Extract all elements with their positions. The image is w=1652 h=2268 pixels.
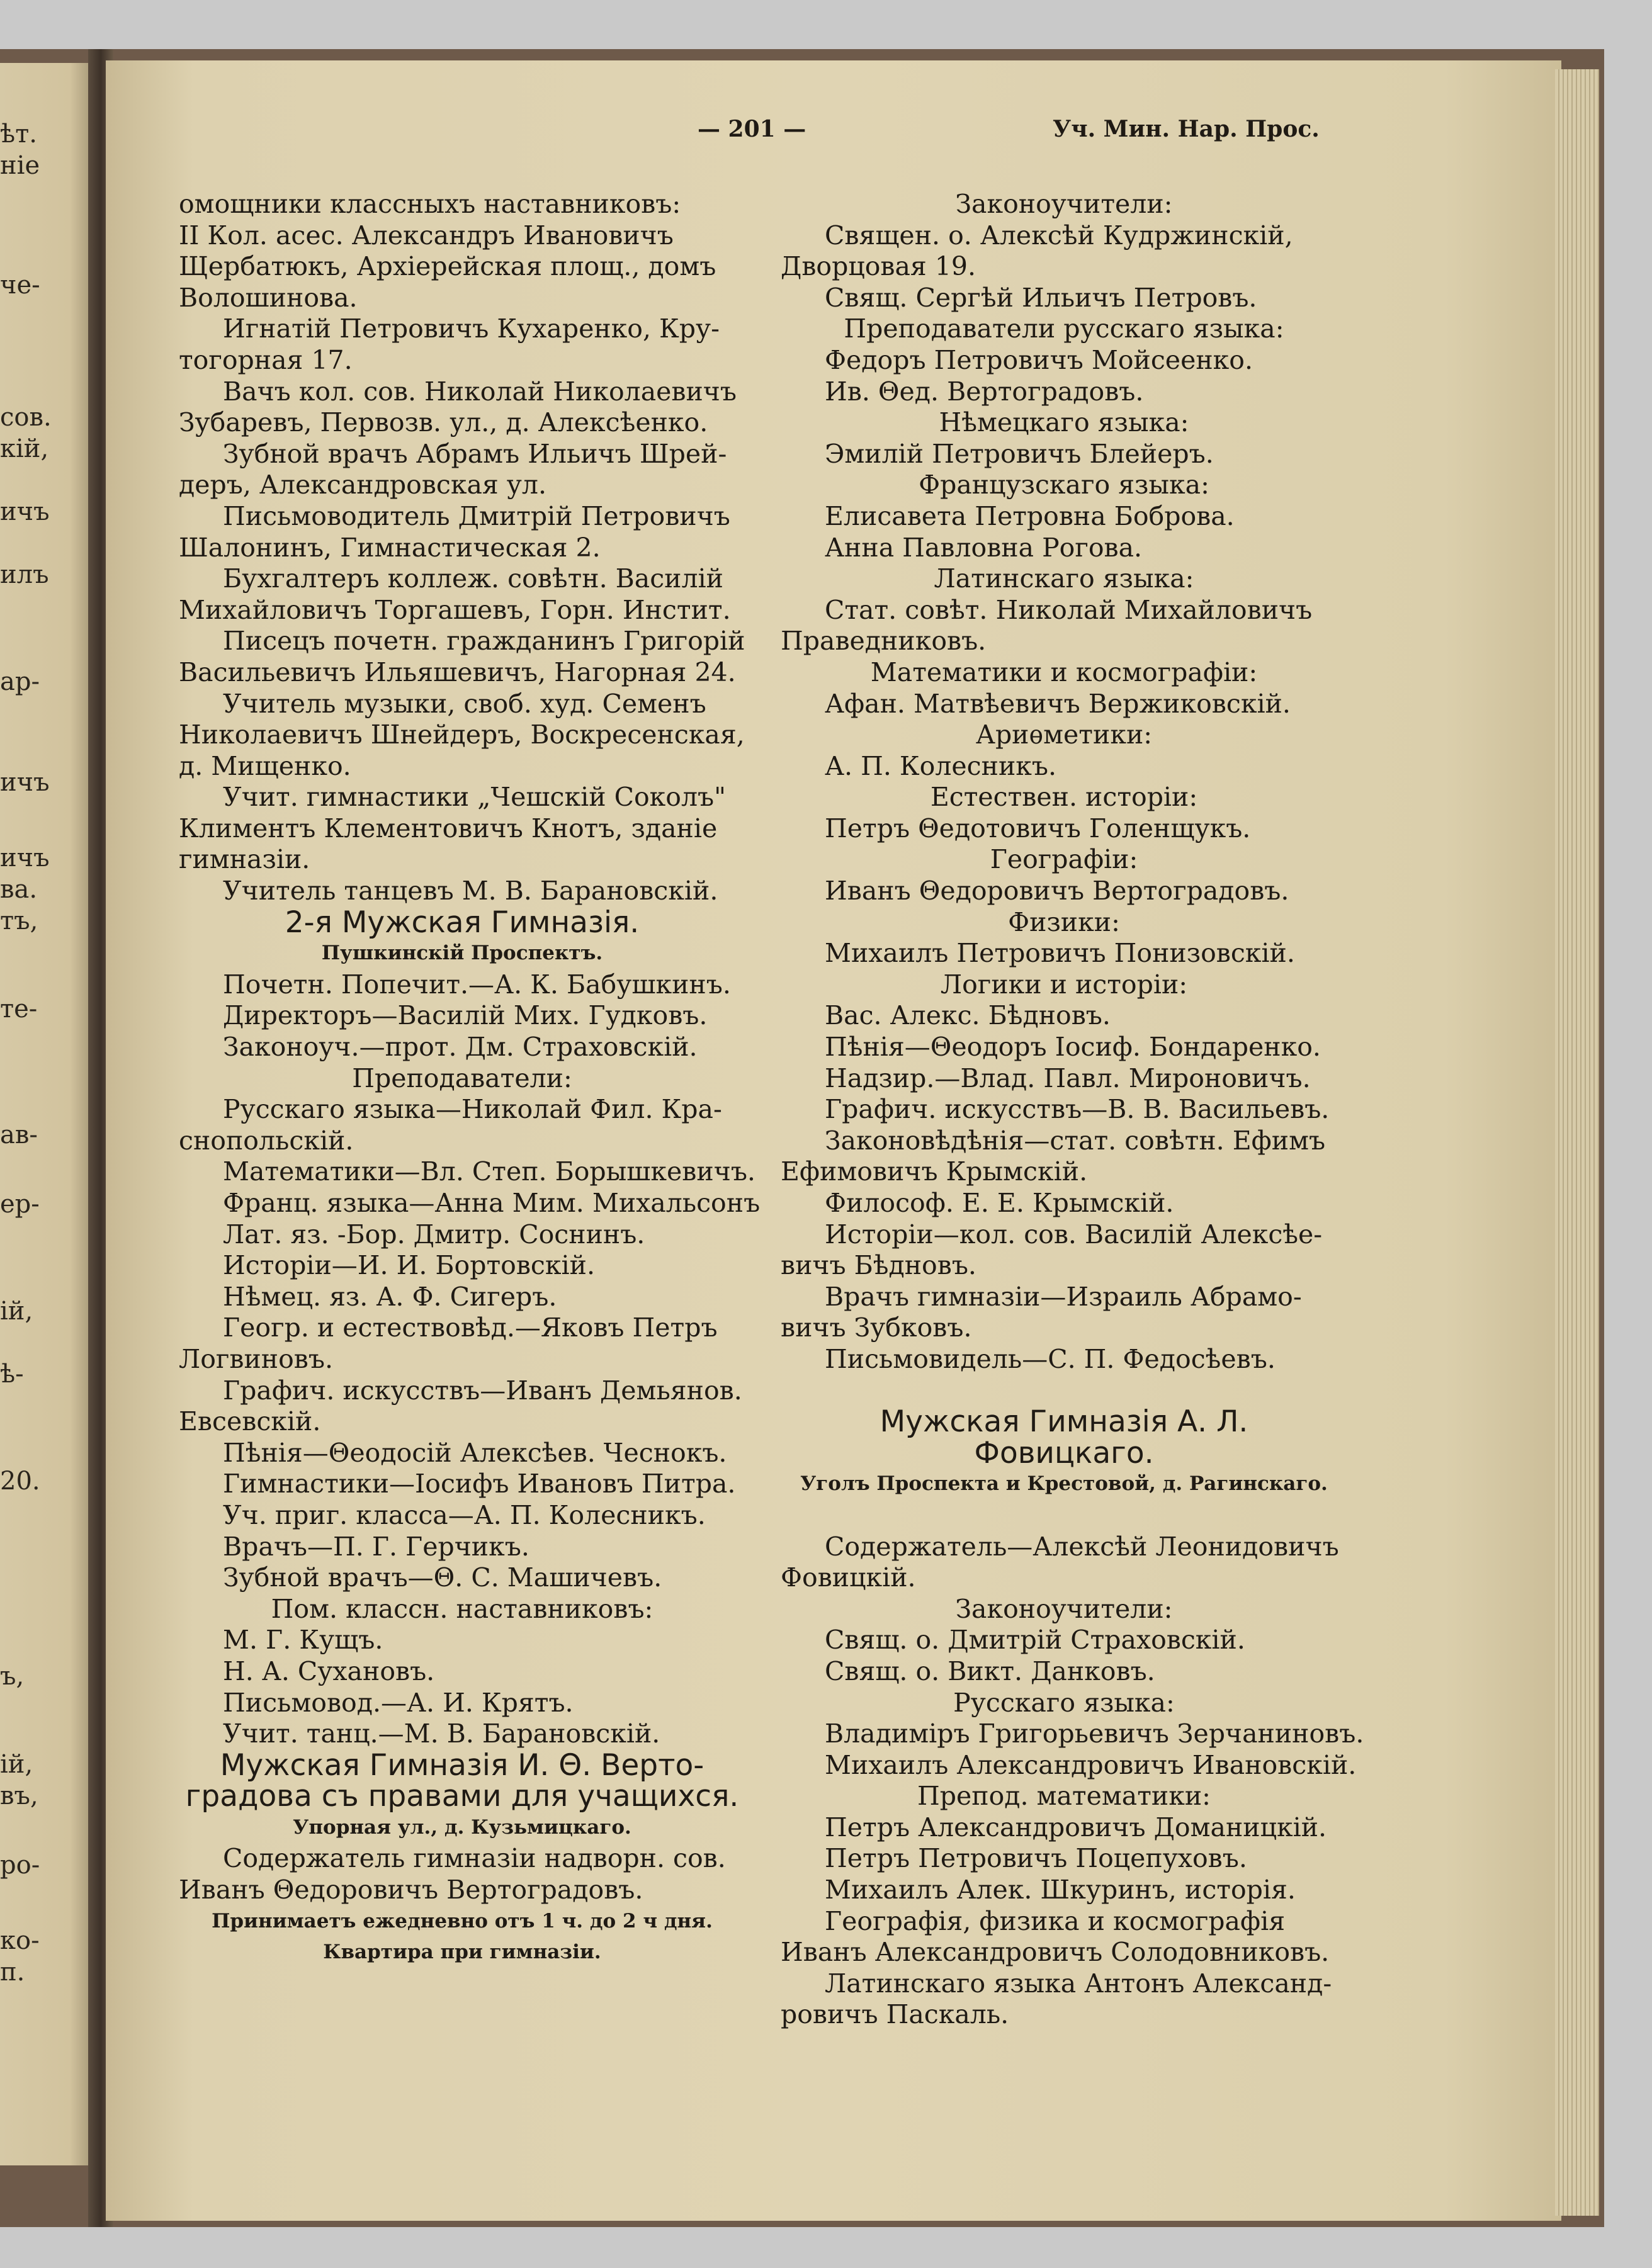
left-page-fragment: ъ, (0, 1662, 25, 1691)
text-line: Латинскаго языка Антонъ Александ- (825, 1968, 1332, 1999)
text-line: Препод. математики: (917, 1781, 1211, 1812)
text-line: Иванъ Александровичъ Солодовниковъ. (781, 1937, 1330, 1968)
text-line (781, 1500, 1347, 1532)
text-line: Врачъ гимназіи—Израиль Абрамо- (825, 1281, 1302, 1312)
left-page-fragment: кій, (0, 434, 49, 463)
text-line: Географія, физика и космографія (825, 1905, 1286, 1936)
address-line: Пушкинскій Проспектъ. (321, 942, 603, 965)
text-line: Владиміръ Григорьевичъ Зерчаниновъ. (825, 1718, 1364, 1749)
text-line: Географіи: (990, 844, 1138, 875)
text-line: Вас. Алекс. Бѣдновъ. (825, 1000, 1111, 1031)
left-page-fragment: 20. (0, 1467, 40, 1496)
address-line: Принимаетъ ежедневно отъ 1 ч. до 2 ч дня. (212, 1909, 713, 1932)
text-line: Гимнастики—Іосифъ Ивановъ Питра. (223, 1469, 736, 1499)
text-line: Геогр. и естествовѣд.—Яковъ Петръ (223, 1312, 718, 1343)
text-line: Дворцовая 19. (781, 251, 976, 282)
text-line: Содержатель гимназіи надворн. сов. (223, 1843, 726, 1874)
text-line: Философ. Е. Е. Крымскій. (825, 1188, 1174, 1218)
text-line: Иванъ Θедоровичъ Вертоградовъ. (179, 1875, 643, 1905)
text-line: Законоучители: (955, 189, 1173, 219)
text-line: Михайловичъ Торгашевъ, Горн. Инстит. (179, 594, 731, 625)
text-line: Свящ. о. Викт. Данковъ. (825, 1656, 1155, 1686)
text-line: Математики—Вл. Степ. Борышкевичъ. (223, 1156, 755, 1187)
text-line: Учит. гимнастики „Чешскій Соколъ" (223, 782, 726, 813)
text-line: Петръ Александровичъ Доманицкій. (825, 1812, 1327, 1842)
left-page-fragment: ичъ (0, 497, 50, 526)
left-page-fragment: ко- (0, 1926, 40, 1955)
section-heading: Мужская Гимназія А. Л. (880, 1404, 1248, 1440)
text-line: Пѣнія—Θеодосій Алексѣев. Чеснокъ. (223, 1437, 727, 1468)
text-line: Евсевскій. (179, 1406, 321, 1437)
text-line: Бухгалтеръ коллеж. совѣтн. Василій (223, 563, 723, 594)
text-line: Нѣмецкаго языка: (939, 407, 1189, 438)
left-page-fragment: ій, (0, 1750, 33, 1779)
text-line: Вачъ кол. сов. Николай Николаевичъ (223, 376, 737, 407)
text-line: Щербатюкъ, Архіерейская площ., домъ (179, 251, 716, 282)
text-line: Логвиновъ. (179, 1343, 333, 1374)
text-line: Физики: (1008, 906, 1120, 937)
text-line: А. П. Колесникъ. (825, 750, 1057, 781)
text-line: гимназіи. (179, 844, 310, 875)
text-line: Игнатій Петровичъ Кухаренко, Кру- (223, 313, 720, 344)
text-line: Елисавета Петровна Боброва. (825, 500, 1235, 531)
text-line: Лат. яз. -Бор. Дмитр. Соснинъ. (223, 1219, 645, 1250)
text-line: Преподаватели: (352, 1063, 572, 1093)
text-line: д. Мищенко. (179, 750, 351, 781)
section-heading: градова съ правами для учащихся. (185, 1779, 739, 1814)
text-line: Письмовидель—С. П. Федосѣевъ. (825, 1343, 1276, 1374)
left-page-fragment: ичъ (0, 768, 50, 797)
running-title: Уч. Мин. Нар. Прос. (1053, 116, 1320, 142)
text-line: Преподаватели русскаго языка: (844, 313, 1284, 344)
text-line: снопольскій. (179, 1125, 354, 1156)
text-line: Исторіи—И. И. Бортовскій. (223, 1250, 595, 1281)
text-line: Законоучители: (955, 1593, 1173, 1624)
text-line: Русскаго языка: (953, 1687, 1175, 1718)
text-line: ровичъ Паскаль. (781, 1999, 1009, 2030)
text-line: Учитель музыки, своб. худ. Семенъ (223, 688, 706, 719)
text-line: Франц. языка—Анна Мим. Михальсонъ (223, 1188, 761, 1218)
text-line: М. Г. Кущъ. (223, 1625, 383, 1656)
address-line: Упорная ул., д. Кузьмицкаго. (293, 1815, 631, 1839)
text-line: Петръ Θедотовичъ Голенщукъ. (825, 813, 1251, 843)
text-line: Надзир.—Влад. Павл. Мироновичъ. (825, 1063, 1311, 1093)
text-line: Стат. совѣт. Николай Михайловичъ (825, 594, 1313, 625)
left-page-fragment: ав- (0, 1120, 38, 1149)
text-line: Графич. искусствъ—В. В. Васильевъ. (825, 1094, 1330, 1125)
text-line: Петръ Петровичъ Поцепуховъ. (825, 1843, 1247, 1874)
text-line: Николаевичъ Шнейдеръ, Воскресенская, (179, 719, 745, 750)
left-page-fragment: ичъ (0, 843, 50, 872)
text-line: омощники классныхъ наставниковъ: (179, 189, 681, 219)
right-column (781, 189, 1364, 2031)
text-line: Ив. Θед. Вертоградовъ. (825, 376, 1144, 407)
text-line: Зубной врачъ Абрамъ Ильичъ Шрей- (223, 438, 727, 469)
text-line: Французскаго языка: (919, 470, 1209, 500)
left-page-fragment: ер- (0, 1190, 40, 1219)
text-line: Математики и космографіи: (870, 657, 1258, 687)
text-line: Естествен. исторіи: (930, 782, 1198, 813)
section-heading: 2-я Мужская Гимназія. (285, 905, 640, 940)
text-line: Письмоводитель Дмитрій Петровичъ (223, 500, 730, 531)
text-line: Михаилъ Петровичъ Понизовскій. (825, 938, 1295, 969)
text-line: Письмовод.—А. И. Крятъ. (223, 1687, 574, 1718)
left-page-fragment: ро- (0, 1851, 40, 1880)
page-edges (1555, 69, 1599, 2216)
text-line: Зубаревъ, Первозв. ул., д. Алексѣенко. (179, 407, 708, 438)
left-page-fragment: сов. (0, 403, 52, 432)
text-line: Михаилъ Алек. Шкуринъ, исторія. (825, 1875, 1296, 1905)
text-line: Врачъ—П. Г. Герчикъ. (223, 1531, 529, 1562)
text-line: Священ. о. Алексѣй Кудржинскій, (825, 220, 1293, 251)
text-line (781, 1375, 1347, 1407)
text-line: Исторіи—кол. сов. Василій Алексѣе- (825, 1219, 1323, 1250)
address-line: Уголъ Проспекта и Крестовой, д. Рагинскаго. (800, 1472, 1328, 1496)
address-line: Квартира при гимназіи. (323, 1941, 601, 1964)
text-line: Н. А. Сухановъ. (223, 1656, 435, 1686)
left-page-fragment: ѣт. (0, 120, 37, 149)
section-heading: Мужская Гимназія И. Θ. Верто- (220, 1747, 704, 1783)
left-page-fragment: те- (0, 995, 38, 1024)
text-line: Волошинова. (179, 282, 358, 313)
section-heading: Фовицкаго. (974, 1435, 1154, 1470)
text-line: Зубной врачъ—Θ. С. Машичевъ. (223, 1562, 662, 1593)
text-line: вичъ Зубковъ. (781, 1312, 972, 1343)
text-line: Нѣмец. яз. А. Ф. Сигеръ. (223, 1281, 557, 1312)
text-line: Законовѣдѣнія—стат. совѣтн. Ефимъ (825, 1125, 1326, 1156)
text-line: Михаилъ Александровичъ Ивановскій. (825, 1749, 1357, 1780)
left-page-fragment: въ, (0, 1781, 38, 1810)
text-line: Латинскаго языка: (934, 563, 1194, 594)
text-line: Анна Павловна Рогова. (825, 532, 1143, 563)
left-page-fragment: ніе (0, 151, 40, 180)
text-line: Свящ. о. Дмитрій Страховскій. (825, 1625, 1245, 1656)
text-line: Климентъ Клементовичъ Кнотъ, зданіе (179, 813, 718, 843)
text-line: деръ, Александровская ул. (179, 470, 547, 500)
text-line: Иванъ Θедоровичъ Вертоградовъ. (825, 876, 1289, 906)
left-page-fragment: тъ, (0, 906, 38, 935)
text-line: Свящ. Сергѣй Ильичъ Петровъ. (825, 282, 1257, 313)
text-line: II Кол. асес. Александръ Ивановичъ (179, 220, 674, 251)
text-line: Писецъ почетн. гражданинъ Григорій (223, 626, 745, 657)
left-page-fragment: ій, (0, 1297, 33, 1326)
left-page-fragment: ар- (0, 667, 40, 696)
text-line: Логики и исторіи: (940, 969, 1188, 1000)
left-page-fragment: илъ (0, 560, 49, 589)
text-line: Федоръ Петровичъ Мойсеенко. (825, 344, 1253, 375)
text-line: Учит. танц.—М. В. Барановскій. (223, 1718, 660, 1749)
text-line: Содержатель—Алексѣй Леонидовичъ (825, 1531, 1339, 1562)
text-line: Эмилій Петровичъ Блейеръ. (825, 438, 1214, 469)
text-line: Русскаго языка—Николай Фил. Кра- (223, 1094, 722, 1125)
text-line: Пом. классн. наставниковъ: (271, 1593, 653, 1624)
text-line: Директоръ—Василій Мих. Гудковъ. (223, 1000, 708, 1031)
text-line: Графич. искусствъ—Иванъ Демьянов. (223, 1375, 742, 1406)
left-page-fragment: че- (0, 271, 40, 300)
text-line: Уч. приг. класса—А. П. Колесникъ. (223, 1499, 706, 1530)
text-line: Учитель танцевъ М. В. Барановскій. (223, 876, 718, 906)
text-line: Праведниковъ. (781, 626, 987, 657)
text-line: Афан. Матвѣевичъ Вержиковскій. (825, 688, 1291, 719)
text-line: Васильевичъ Ильяшевичъ, Нагорная 24. (179, 657, 736, 687)
text-line: тогорная 17. (179, 344, 353, 375)
text-line: Пѣнія—Θеодоръ Іосиф. Бондаренко. (825, 1032, 1321, 1063)
text-line: Ефимовичъ Крымскій. (781, 1156, 1088, 1187)
text-line: Шалонинъ, Гимнастическая 2. (179, 532, 601, 563)
left-page-fragment: п. (0, 1958, 25, 1987)
left-page-edge (0, 63, 99, 2165)
text-line: Законоуч.—прот. Дм. Страховскій. (223, 1032, 698, 1063)
left-page-fragment: ѣ- (0, 1360, 24, 1389)
text-line: вичъ Бѣдновъ. (781, 1250, 976, 1281)
left-page-fragment: ва. (0, 875, 38, 904)
page-number: — 201 — (698, 116, 806, 142)
text-line: Почетн. Попечит.—А. К. Бабушкинъ. (223, 969, 731, 1000)
text-line: Ариѳметики: (975, 719, 1153, 750)
text-line: Фовицкій. (781, 1562, 916, 1593)
left-column (179, 189, 761, 1968)
